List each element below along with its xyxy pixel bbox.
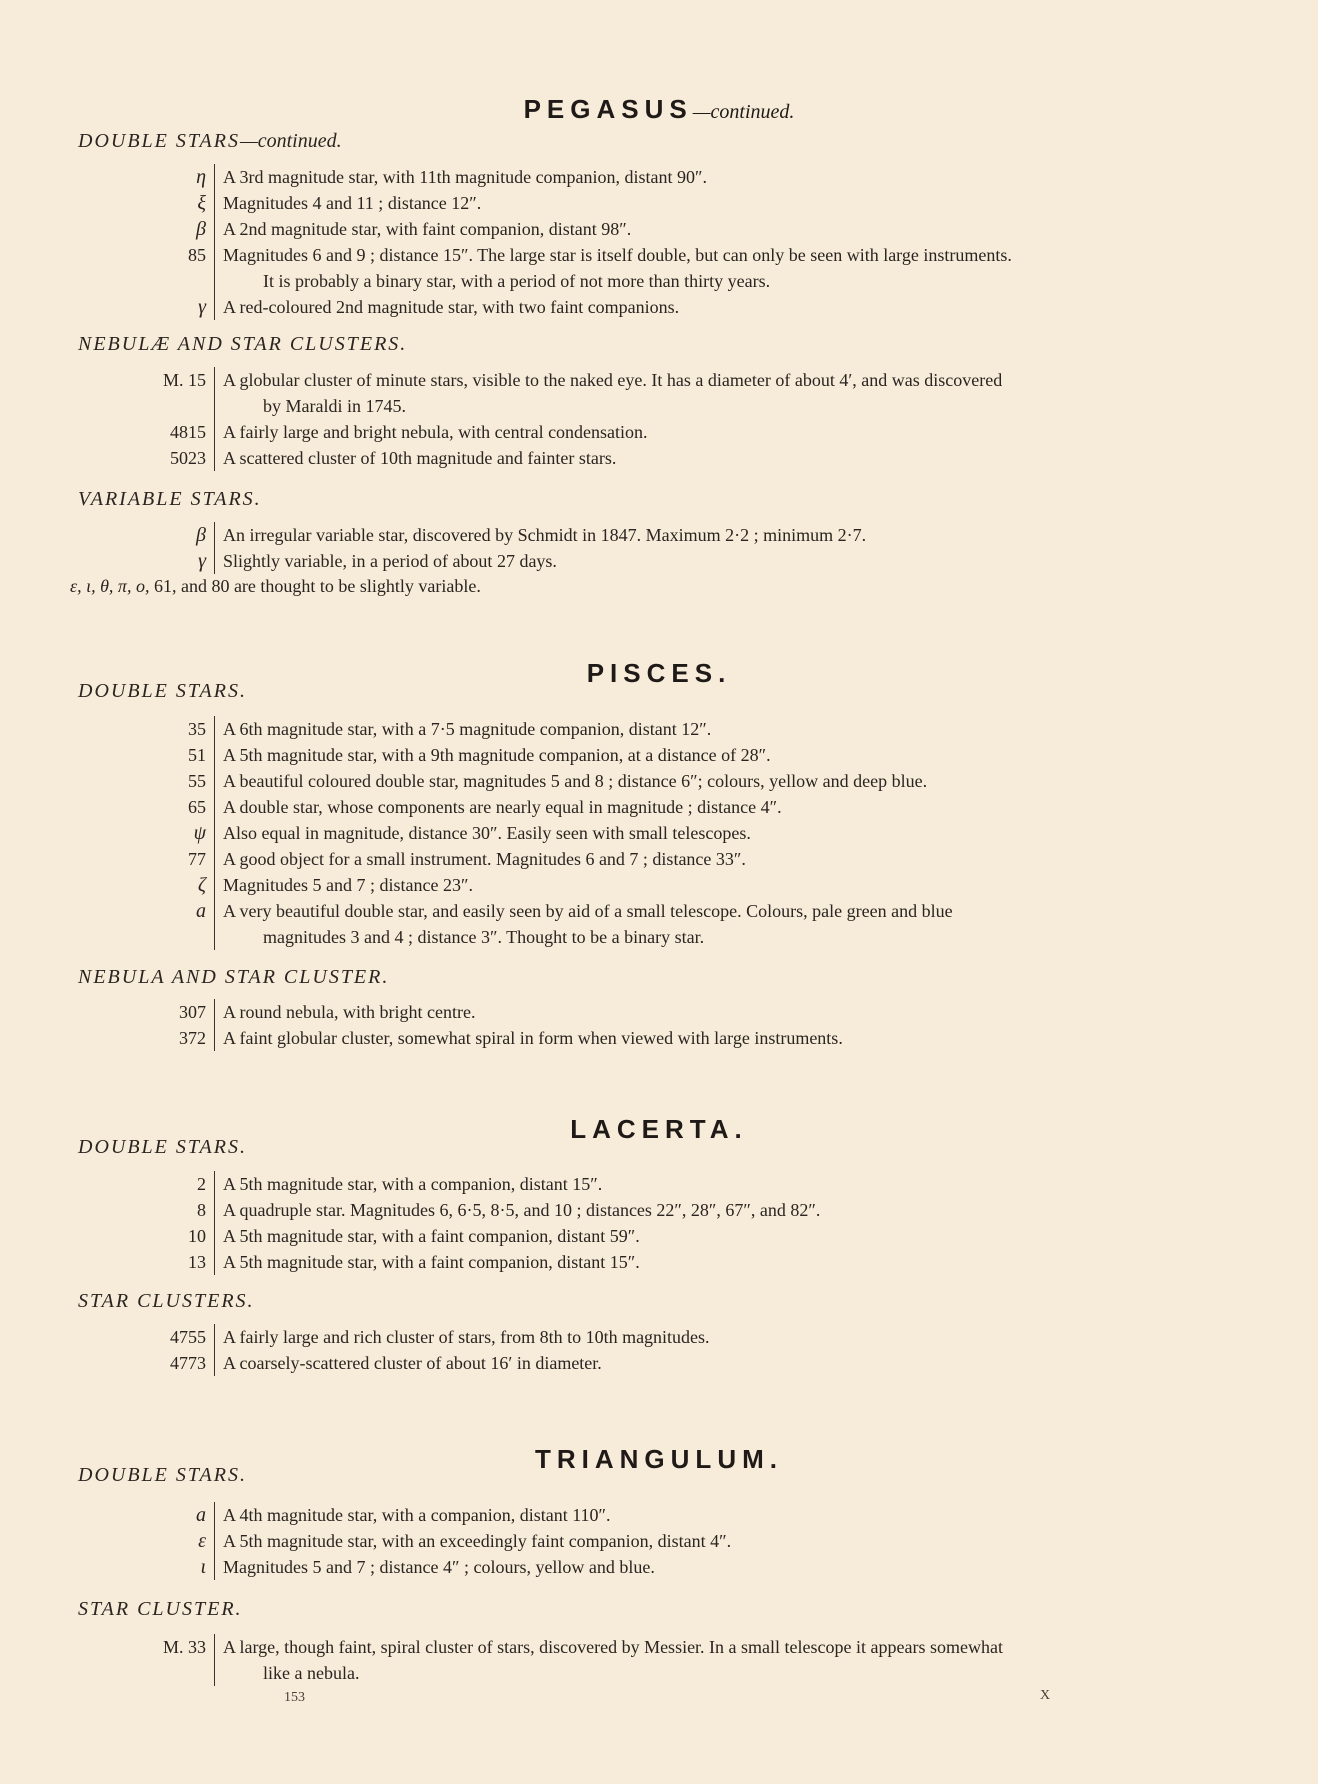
- variables-note-greek: ε, ι, θ, π, ο,: [70, 576, 150, 596]
- list-item: [140, 716, 1260, 742]
- item-label: 55: [140, 768, 215, 794]
- list-item: [140, 1502, 1260, 1528]
- list-item: [140, 768, 1260, 794]
- list-item: [140, 794, 1260, 820]
- list-item: [140, 742, 1260, 768]
- item-label: ξ: [140, 190, 215, 216]
- page-number: 153: [284, 1690, 305, 1705]
- item-label: β: [140, 216, 215, 242]
- list-triangulum-cluster: [140, 1634, 1260, 1686]
- section-title-pegasus: [0, 94, 1318, 125]
- list-item: [140, 216, 1260, 242]
- heading-pisces-nebula: NEBULA AND STAR CLUSTER.: [78, 966, 390, 988]
- item-text: A 2nd magnitude star, with faint companion, distant 98″.: [223, 219, 632, 239]
- item-text: A 4th magnitude star, with a companion, distant 110″.: [223, 1505, 611, 1525]
- list-item: [140, 1350, 1260, 1376]
- list-item: [140, 872, 1260, 898]
- list-item: [140, 1197, 1260, 1223]
- list-lacerta-double: [140, 1171, 1260, 1275]
- item-label: η: [140, 164, 215, 190]
- list-item: [140, 522, 1260, 548]
- item-text: Slightly variable, in a period of about 27 days.: [223, 551, 557, 571]
- heading-lacerta-double: DOUBLE STARS.: [78, 1136, 247, 1158]
- item-label: 10: [140, 1223, 215, 1249]
- heading-lacerta-clusters: STAR CLUSTERS.: [78, 1290, 255, 1312]
- list-item: [140, 419, 1260, 445]
- list-pegasus-variables: [140, 522, 1260, 574]
- item-label: a: [140, 898, 215, 950]
- item-label: M. 15: [140, 367, 215, 419]
- item-label: 2: [140, 1171, 215, 1197]
- item-label: 4815: [140, 419, 215, 445]
- list-item: [140, 1528, 1260, 1554]
- list-pisces-nebula: [140, 999, 1260, 1051]
- list-item: [140, 898, 1260, 950]
- item-label: 77: [140, 846, 215, 872]
- item-text: Magnitudes 5 and 7 ; distance 23″.: [223, 875, 473, 895]
- list-item: [140, 1171, 1260, 1197]
- list-item: [140, 445, 1260, 471]
- item-text: A fairly large and rich cluster of stars, from 8th to 10th magnitudes.: [223, 1327, 710, 1347]
- item-text-cont: It is probably a binary star, with a period of not more than thirty years.: [263, 271, 771, 291]
- item-label: 4755: [140, 1324, 215, 1350]
- item-label: β: [140, 522, 215, 548]
- item-label: γ: [140, 548, 215, 574]
- heading-text: DOUBLE STARS: [78, 130, 240, 152]
- list-item: [140, 846, 1260, 872]
- item-text: Magnitudes 5 and 7 ; distance 4″ ; colours, yellow and blue.: [223, 1557, 655, 1577]
- item-text: A globular cluster of minute stars, visible to the naked eye. It has a diameter of about 4′, and was discovered: [223, 370, 1003, 390]
- item-text-cont: magnitudes 3 and 4 ; distance 3″. Thought to be a binary star.: [263, 927, 705, 947]
- item-label: 8: [140, 1197, 215, 1223]
- item-text: Also equal in magnitude, distance 30″. Easily seen with small telescopes.: [223, 823, 751, 843]
- list-item: [140, 1634, 1260, 1686]
- list-item: [140, 1324, 1260, 1350]
- item-text-cont: like a nebula.: [263, 1663, 360, 1683]
- item-label: 51: [140, 742, 215, 768]
- list-pegasus-double: [140, 164, 1260, 320]
- list-item: [140, 1554, 1260, 1580]
- section-title-pisces: PISCES.: [586, 658, 732, 688]
- item-text: A very beautiful double star, and easily seen by aid of a small telescope. Colours, pale green and blue: [223, 901, 953, 921]
- item-label: ψ: [140, 820, 215, 846]
- heading-cont: —continued.: [239, 130, 342, 152]
- item-label: 85: [140, 242, 215, 294]
- heading-pegasus-nebulae: NEBULÆ AND STAR CLUSTERS.: [78, 333, 408, 355]
- item-label: γ: [140, 294, 215, 320]
- item-text: A quadruple star. Magnitudes 6, 6·5, 8·5, and 10 ; distances 22″, 28″, 67″, and 82″.: [223, 1200, 821, 1220]
- item-text: A double star, whose components are nearly equal in magnitude ; distance 4″.: [223, 797, 782, 817]
- section-title-triangulum: TRIANGULUM.: [535, 1444, 783, 1474]
- item-text: A 5th magnitude star, with a companion, distant 15″.: [223, 1174, 603, 1194]
- list-item: [140, 1025, 1260, 1051]
- list-item: [140, 164, 1260, 190]
- section-title-lacerta: LACERTA.: [570, 1114, 748, 1144]
- item-text: A faint globular cluster, somewhat spiral in form when viewed with large instruments.: [223, 1028, 843, 1048]
- list-item: [140, 242, 1260, 294]
- item-text: A large, though faint, spiral cluster of stars, discovered by Messier. In a small telescope it appears somewhat: [223, 1637, 1003, 1657]
- variables-note-text: 61, and 80 are thought to be slightly variable.: [149, 576, 481, 596]
- item-text-wrap: [215, 242, 1260, 294]
- item-text: A 5th magnitude star, with a faint companion, distant 15″.: [223, 1252, 640, 1272]
- list-item: [140, 294, 1260, 320]
- item-label: 4773: [140, 1350, 215, 1376]
- signature-mark: X: [1040, 1688, 1051, 1703]
- item-label: 13: [140, 1249, 215, 1275]
- item-text: A fairly large and bright nebula, with central condensation.: [223, 422, 648, 442]
- item-label: ι: [140, 1554, 215, 1580]
- list-triangulum-double: [140, 1502, 1260, 1580]
- item-text: A beautiful coloured double star, magnitudes 5 and 8 ; distance 6″; colours, yellow and deep blue.: [223, 771, 928, 791]
- item-text: An irregular variable star, discovered by Schmidt in 1847. Maximum 2·2 ; minimum 2·7.: [223, 525, 867, 545]
- list-pegasus-nebulae: [140, 367, 1260, 471]
- item-text: A 6th magnitude star, with a 7·5 magnitude companion, distant 12″.: [223, 719, 712, 739]
- list-lacerta-clusters: [140, 1324, 1260, 1376]
- heading-triangulum-cluster: STAR CLUSTER.: [78, 1598, 243, 1620]
- item-label: 65: [140, 794, 215, 820]
- pegasus-title: PEGASUS: [523, 94, 693, 124]
- list-item: [140, 820, 1260, 846]
- item-label: a: [140, 1502, 215, 1528]
- item-text: A 5th magnitude star, with a 9th magnitude companion, at a distance of 28″.: [223, 745, 771, 765]
- item-text: Magnitudes 4 and 11 ; distance 12″.: [223, 193, 482, 213]
- item-text-cont: by Maraldi in 1745.: [263, 396, 406, 416]
- heading-pisces-double: DOUBLE STARS.: [78, 680, 247, 702]
- list-item: [140, 1223, 1260, 1249]
- item-text-wrap: [215, 1634, 1260, 1686]
- heading-pegasus-double: [78, 130, 342, 153]
- item-text-wrap: [215, 367, 1260, 419]
- heading-triangulum-double: DOUBLE STARS.: [78, 1464, 247, 1486]
- pegasus-title-cont: —continued.: [692, 101, 795, 123]
- list-item: [140, 548, 1260, 574]
- item-label: ζ: [140, 872, 215, 898]
- item-label: 307: [140, 999, 215, 1025]
- list-pisces-double: [140, 716, 1260, 950]
- item-text-wrap: [215, 898, 1260, 950]
- item-text: A scattered cluster of 10th magnitude and fainter stars.: [223, 448, 617, 468]
- item-text: A good object for a small instrument. Magnitudes 6 and 7 ; distance 33″.: [223, 849, 746, 869]
- item-text: A coarsely-scattered cluster of about 16′ in diameter.: [223, 1353, 602, 1373]
- item-label: 35: [140, 716, 215, 742]
- list-item: [140, 190, 1260, 216]
- item-label: 372: [140, 1025, 215, 1051]
- list-item: [140, 367, 1260, 419]
- item-text: A 3rd magnitude star, with 11th magnitude companion, distant 90″.: [223, 167, 708, 187]
- item-label: ε: [140, 1528, 215, 1554]
- item-text: A round nebula, with bright centre.: [223, 1002, 476, 1022]
- variables-note: [70, 576, 481, 597]
- item-text: A red-coloured 2nd magnitude star, with two faint companions.: [223, 297, 680, 317]
- list-item: [140, 999, 1260, 1025]
- item-text: A 5th magnitude star, with an exceedingly faint companion, distant 4″.: [223, 1531, 732, 1551]
- item-label: 5023: [140, 445, 215, 471]
- heading-pegasus-variables: VARIABLE STARS.: [78, 488, 262, 510]
- item-label: M. 33: [140, 1634, 215, 1686]
- item-text: A 5th magnitude star, with a faint companion, distant 59″.: [223, 1226, 640, 1246]
- item-text: Magnitudes 6 and 9 ; distance 15″. The large star is itself double, but can only be seen with large instruments.: [223, 245, 1012, 265]
- list-item: [140, 1249, 1260, 1275]
